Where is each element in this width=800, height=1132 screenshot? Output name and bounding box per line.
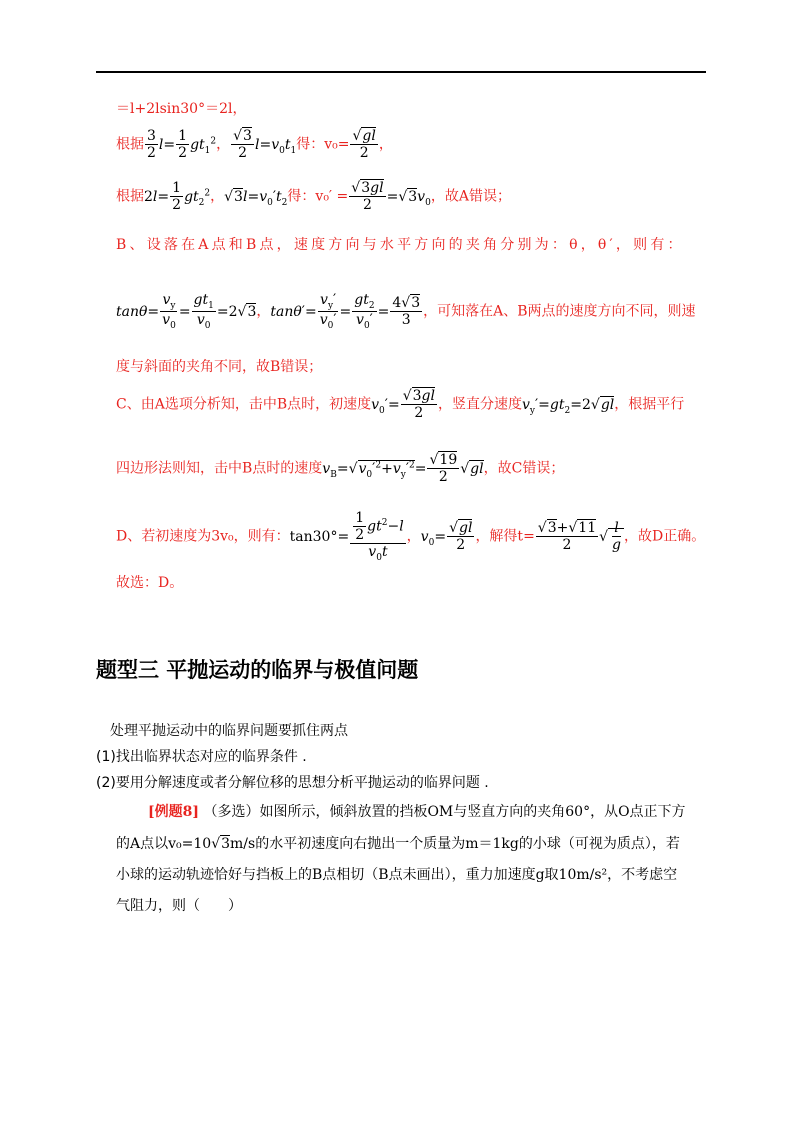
example-line-2: 的A点以v₀=10√3m/s的水平初速度向右抛出一个质量为m＝1kg的小球（可视为质点），若 [116, 836, 680, 852]
line-c-prefix: C、由A选项分析知，击中B点时，初速度 [116, 396, 372, 413]
section-intro: 处理平抛运动中的临界问题要抓住两点 [110, 723, 348, 739]
formula-v0-b: $v_0'=$ $\frac{√3gl}{2}$ [371, 388, 435, 422]
solution-line-c2 [116, 452, 564, 485]
line2-prefix: 根据 [116, 136, 144, 153]
line3-prefix: 根据 [116, 188, 144, 205]
formula-eq4: $√3l=v_0't_2$ [224, 188, 288, 208]
line2-end: ， [378, 136, 393, 153]
line2-de: 得： [296, 136, 325, 153]
line2-sep: ， [216, 136, 231, 153]
line-d-mid: ，解得t= [475, 528, 535, 545]
example-line-2-prefix: 的A点以v₀=10 [116, 836, 212, 852]
solution-line-1 [116, 98, 246, 118]
example-line-1-text: （多选）如图所示，倾斜放置的挡板OM与竖直方向的夹角60°，从O点正下方 [203, 804, 686, 820]
line-b2-text: ，可知落在A、B两点的速度方向不同，则速 [423, 303, 696, 320]
formula-tan30: tan30°= $\frac{1}{2}$ $gt^2-l$ $v_0t$ [289, 510, 404, 563]
line-d-end: ，故D正确。 [624, 528, 706, 545]
header-rule [96, 71, 706, 73]
line-b-text: B、设落在A点和B点，速度方向与水平方向的夹角分别为：θ，θ′，则有： [116, 237, 685, 253]
solution-line-1-text: ＝l+2lsin30°＝2l， [116, 101, 247, 117]
solution-line-b3 [116, 356, 322, 376]
section-point-1: (1)找出临界状态对应的临界条件 . [96, 749, 307, 765]
formula-tan-theta-prime: tanθ′= $\frac{v_y'}{v_0'}$ = $\frac{gt_2}{v_0'}$ = $\frac{4√3}{3}$ [270, 292, 421, 331]
formula-eq2: $\frac{√3}{2}$ $l=v_0t_1$ [233, 128, 297, 162]
line-b3-text: 度与斜面的夹角不同，故B错误； [116, 359, 323, 375]
section-point-2: (2)要用分解速度或者分解位移的思想分析平抛运动的临界问题 . [96, 775, 489, 791]
solution-line-2 [116, 128, 393, 161]
formula-v0-prime: $\frac{√3gl}{2}$ $=√3v_0$ [351, 180, 431, 214]
section-title: 题型三 平抛运动的临界与极值问题 [96, 658, 419, 682]
formula-vb: $v_B=√v_0'^2+v_y'^2=$ $\frac{√19}{2}$ √gl [322, 452, 484, 486]
line-c-end: ，根据平行 [614, 396, 685, 413]
solution-line-3 [116, 180, 511, 213]
line2-v0: v₀= [324, 136, 350, 153]
line-d-prefix: D、若初速度为3v₀，则有： [116, 528, 290, 545]
example-line-4: 气阻力，则（ ） [116, 898, 242, 914]
line3-sep: ， [210, 188, 225, 205]
example-line-1 [148, 801, 686, 821]
line-d-sep: ， [406, 528, 421, 545]
formula-vy-b: $v_y'=gt_2=2√gl$ [521, 396, 615, 416]
line-c2-prefix: 四边形法则知，击中B点时的速度 [116, 460, 323, 477]
line3-end: ，故A错误； [430, 188, 511, 205]
solution-line-b2: tanθ= $\frac{v_y}{v_0}$ = $\frac{gt_1}{v_0}$ =2√3，tanθ′= $\frac{v_y'}{v_0'}$ = $\frac{gt_2}{v_0'}$ = $\frac{4√3}{3}$ ，可知落在A、B两点的速度方向不同，则速 [116, 292, 696, 331]
line3-v0: v₀′ = [315, 188, 349, 205]
example-line-3: 小球的运动轨迹恰好与挡板上的B点相切（B点未画出），重力加速度g取10m/s²，不考虑空 [116, 867, 678, 883]
formula-tan-theta: tanθ= $\frac{v_y}{v_0}$ = $\frac{gt_1}{v_0}$ =2√3 [116, 292, 257, 331]
line-c-mid: ，竖直分速度 [437, 396, 522, 413]
formula-eq1: $\frac{3}{2}$ l= $\frac{1}{2}$ $gt_1^2$ [147, 128, 217, 162]
solution-line-d [116, 510, 705, 563]
answer-text: 故选：D。 [116, 575, 184, 591]
solution-line-b [116, 234, 685, 254]
formula-t: $\frac{√3+√11}{2}$ √ $\frac{l}{g}$ [535, 529, 624, 545]
formula-v0-d: $v_0=$ $\frac{√gl}{2}$ [420, 520, 473, 554]
answer-line [116, 572, 183, 592]
example-tag: [例题8] [148, 804, 199, 820]
line3-de: 得： [287, 188, 316, 205]
formula-eq3: 2l= $\frac{1}{2}$ $gt_2^2$ [144, 180, 211, 214]
formula-v0: $\frac{√gl}{2}$ [352, 128, 376, 162]
line-c2-end: ，故C错误； [483, 460, 565, 477]
example-line-2-suffix: m/s的水平初速度向右抛出一个质量为m＝1kg的小球（可视为质点），若 [230, 836, 680, 852]
solution-line-c [116, 388, 684, 421]
